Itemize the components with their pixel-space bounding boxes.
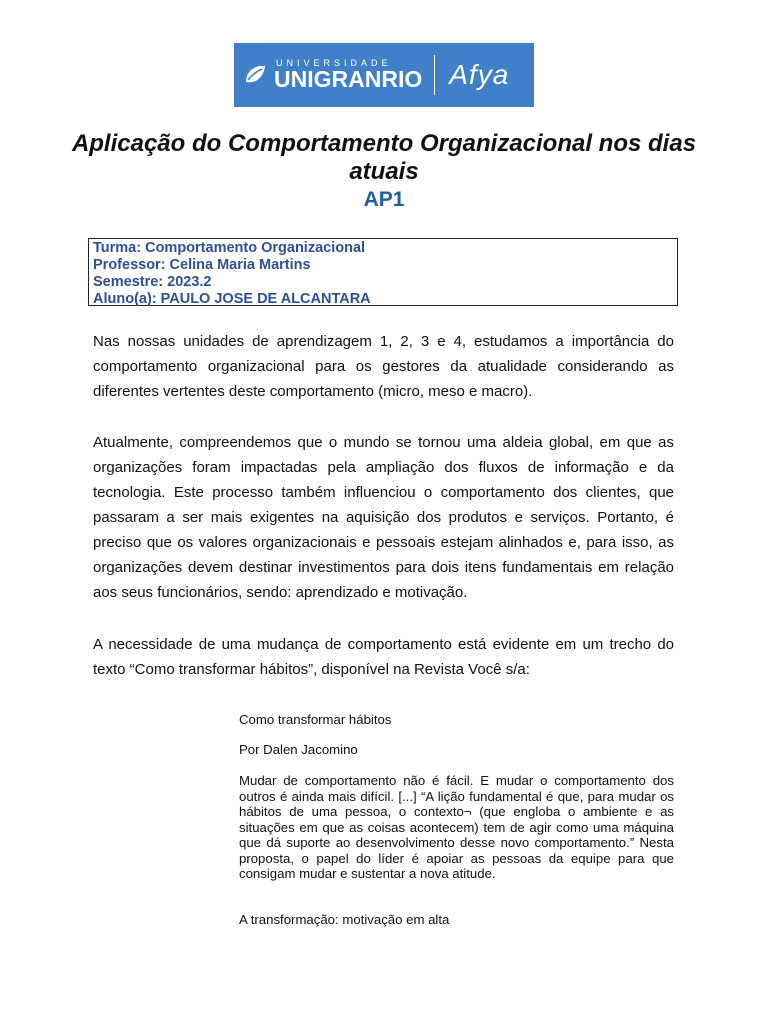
leaf-logo-icon bbox=[242, 62, 268, 88]
info-professor: Professor: Celina Maria Martins bbox=[93, 257, 311, 273]
quote-section-heading: A transformação: motivação em alta bbox=[239, 912, 450, 927]
quote-title: Como transformar hábitos bbox=[239, 712, 392, 727]
paragraph-3 bbox=[93, 632, 674, 682]
document-title: Aplicação do Comportamento Organizacional nos dias atuais bbox=[71, 130, 697, 185]
paragraph-text: Nas nossas unidades de aprendizagem 1, 2, 3 e 4, estudamos a importância do comportamento organizacional para os gestores da atualidade considerando as diferentes vertentes deste comportamento (micro, meso e macro). bbox=[93, 333, 674, 400]
paragraph-1 bbox=[93, 329, 674, 404]
university-logo bbox=[234, 43, 534, 107]
logo-small-text: UNIVERSIDADE bbox=[276, 58, 392, 68]
quote-author: Por Dalen Jacomino bbox=[239, 742, 358, 757]
info-turma: Turma: Comportamento Organizacional bbox=[93, 240, 366, 256]
afya-logo-text: Afya bbox=[449, 59, 510, 90]
paragraph-text: Atualmente, compreendemos que o mundo se tornou uma aldeia global, em que as organizações foram impactadas pela ampliação dos fluxos de informação e da tecnologia. Este processo também influenciou o comportamento dos clientes, que passaram a ser mais exigentes na aquisição dos produtos e serviços. Portanto, é preciso que os valores organizacionais e pessoais estejam alinhados e, para isso, as organizações devem destinar investimentos para dois itens fundamentais em relação aos seus funcionários, sendo: aprendizado e motivação. bbox=[93, 434, 674, 601]
info-semestre: Semestre: 2023.2 bbox=[93, 274, 212, 290]
document-subtitle: AP1 bbox=[363, 188, 405, 211]
logo-text bbox=[274, 59, 422, 91]
paragraph-2 bbox=[93, 430, 674, 605]
paragraph-text: A necessidade de uma mudança de comportamento está evidente em um trecho do texto “Como transformar hábitos”, disponível na Revista Você s/a: bbox=[93, 636, 674, 678]
logo-divider bbox=[434, 55, 435, 95]
logo-big-text: UNIGRANRIO bbox=[274, 66, 423, 92]
info-box bbox=[88, 238, 678, 306]
info-aluno: Aluno(a): PAULO JOSE DE ALCANTARA bbox=[93, 291, 371, 307]
quote-body: Mudar de comportamento não é fácil. E mudar o comportamento dos outros é ainda mais difícil. [...] “A lição fundamental é que, para mudar os hábitos de uma pessoa, o contexto¬ (que engloba o ambiente e as situações em que as coisas acontecem) tem de agir como uma máquina que dá suporte ao desenvolvimento desse novo comportamento.” Nesta proposta, o papel do líder é apoiar as pessoas da equipe para que consigam mudar e sustentar a nova atitude. bbox=[239, 773, 674, 881]
